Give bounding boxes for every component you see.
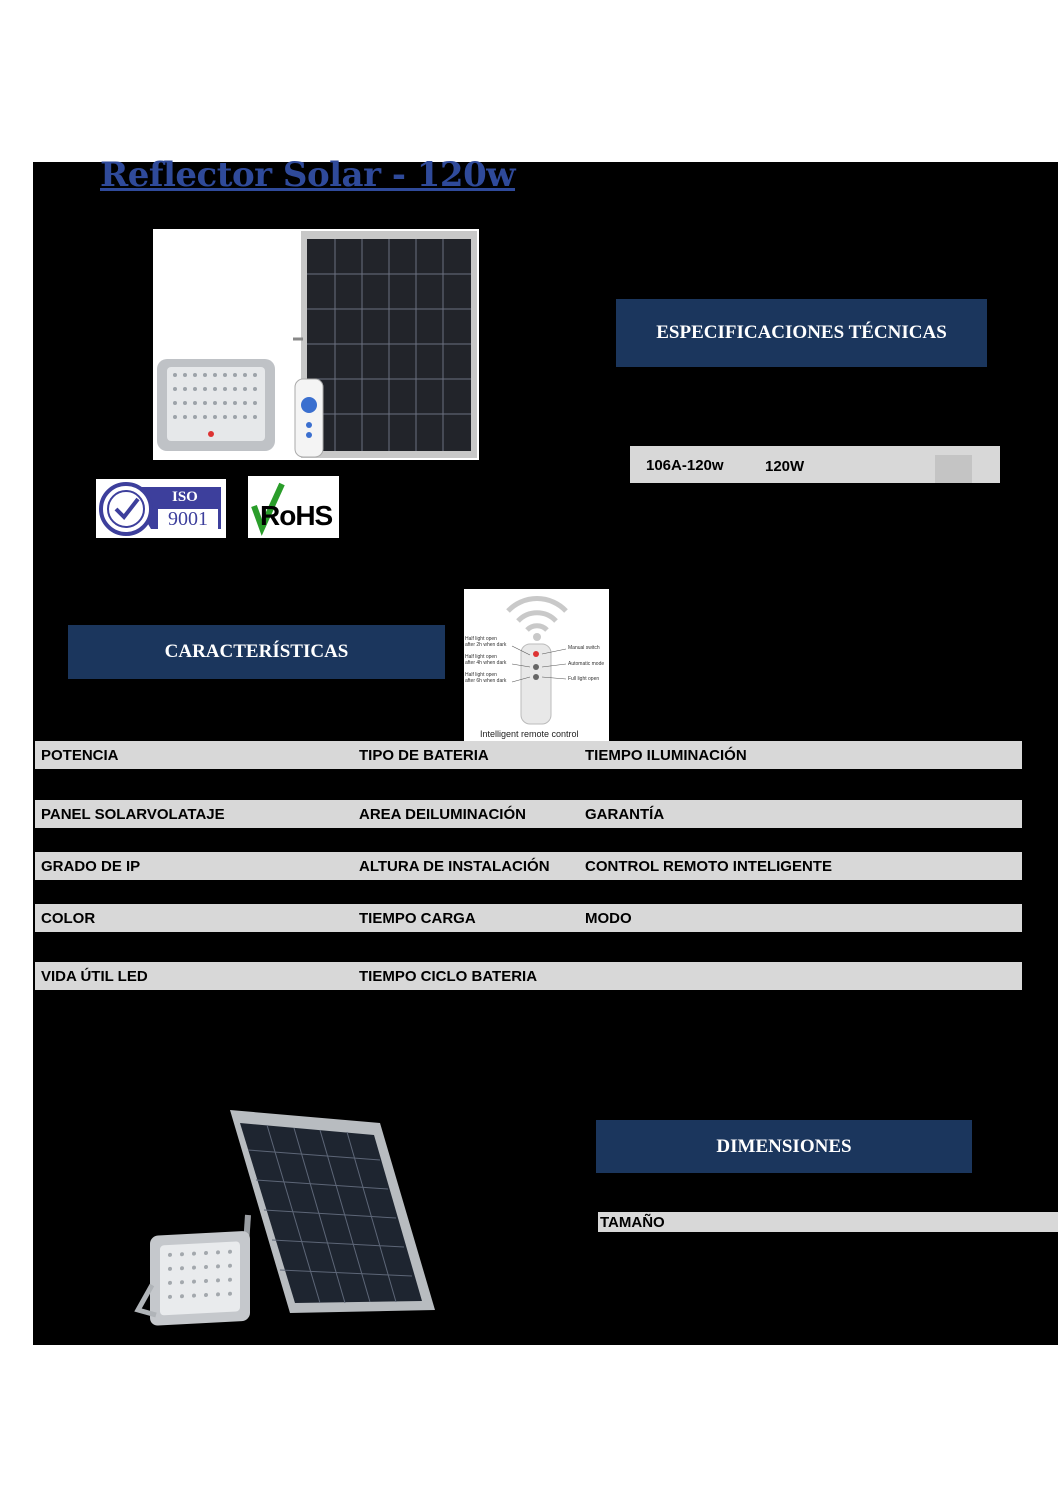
- feature-label: VIDA ÚTIL LED: [41, 968, 148, 985]
- size-label: TAMAÑO: [600, 1214, 665, 1231]
- label-half-4h-line1: Half light open: [465, 654, 497, 660]
- rohs-text: RoHS: [260, 500, 333, 531]
- label-half-2h-line2: after 2h when dark: [465, 642, 507, 648]
- label-manual: Manual switch: [568, 645, 600, 651]
- feature-label: COLOR: [41, 910, 96, 927]
- feature-label: GRADO DE IP: [41, 858, 141, 875]
- feature-label: POTENCIA: [41, 747, 119, 764]
- feature-label: TIPO DE BATERIA: [359, 747, 489, 764]
- label-half-6h-line1: Half light open: [465, 672, 497, 678]
- specs-heading: [616, 299, 987, 367]
- features-heading: [68, 625, 445, 679]
- iso-text: ISO: [172, 489, 198, 505]
- spec-model-row: [630, 446, 1000, 483]
- feature-label: AREA DEILUMINACIÓN: [359, 806, 526, 823]
- model-value: 106A-120w: [646, 457, 724, 474]
- label-auto: Automatic mode: [568, 661, 605, 667]
- feature-label: PANEL SOLARVOLATAJE: [41, 806, 225, 823]
- rohs-badge: [248, 476, 339, 538]
- feature-label: CONTROL REMOTO INTELIGENTE: [585, 858, 832, 875]
- feature-label: TIEMPO ILUMINACIÓN: [585, 747, 747, 764]
- feature-label: MODO: [585, 910, 632, 927]
- feature-label: GARANTÍA: [585, 806, 665, 823]
- power-value: 120W: [765, 458, 805, 475]
- label-half-4h-line2: after 4h when dark: [465, 660, 507, 666]
- document-title: Reflector Solar - 120w: [100, 155, 516, 195]
- specs-heading-text: ESPECIFICACIONES TÉCNICAS: [656, 322, 947, 343]
- feature-row: [35, 962, 1022, 990]
- remote-control-diagram: [464, 589, 609, 741]
- feature-row: [35, 904, 1022, 932]
- product-photo-bottom: [130, 1105, 440, 1330]
- feature-label: TIEMPO CARGA: [359, 910, 476, 927]
- label-half-2h-line1: Half light open: [465, 636, 497, 642]
- feature-label: ALTURA DE INSTALACIÓN: [359, 858, 550, 875]
- spec-cell-shade: [935, 455, 972, 483]
- features-heading-text: CARACTERÍSTICAS: [164, 641, 349, 662]
- remote-caption: Intelligent remote control: [480, 729, 579, 739]
- feature-row: [35, 741, 1022, 769]
- label-half-4h: [465, 654, 506, 666]
- label-half-6h: [465, 672, 506, 684]
- label-half-2h: [465, 636, 506, 648]
- iso-9001-badge: [96, 479, 226, 538]
- dimensions-heading-text: DIMENSIONES: [716, 1135, 852, 1157]
- dimensions-heading: [596, 1120, 972, 1173]
- label-half-6h-line2: after 6h when dark: [465, 678, 507, 684]
- product-photo-top: [153, 229, 479, 460]
- feature-row: [35, 800, 1022, 828]
- iso-number: 9001: [168, 508, 208, 530]
- feature-row: [35, 852, 1022, 880]
- dimensions-row: [598, 1212, 1058, 1232]
- feature-label: TIEMPO CICLO BATERIA: [359, 968, 538, 985]
- label-full: Full light open: [568, 676, 600, 682]
